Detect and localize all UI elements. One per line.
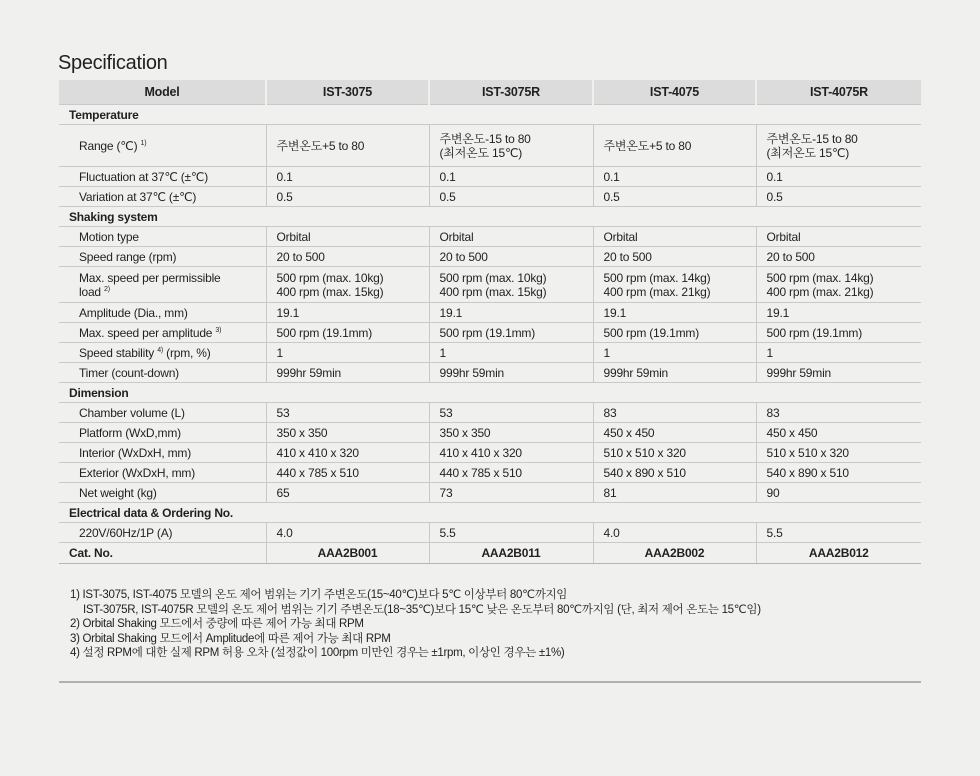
value-cell: 20 to 500 [429, 247, 593, 267]
value-cell: 주변온도-15 to 80 (최저온도 15℃) [756, 125, 921, 167]
row-label-cell [59, 523, 266, 543]
value-cell: 0.1 [756, 167, 921, 187]
value-cell: 주변온도+5 to 80 [593, 125, 756, 167]
value-cell: 19.1 [266, 303, 429, 323]
table-row [59, 227, 921, 247]
bottom-divider [59, 681, 921, 683]
value-cell: 999hr 59min [429, 363, 593, 383]
row-label-cell [59, 463, 266, 483]
value-cell: 0.5 [429, 187, 593, 207]
section-title: Electrical data & Ordering No. [59, 503, 921, 523]
header-ist-3075: IST-3075 [266, 80, 429, 105]
row-label: 220V/60Hz/1P (A) [79, 525, 173, 540]
specification-table [59, 80, 921, 564]
footnote-item: 3) Orbital Shaking 모드에서 Amplitude에 따른 제어 가능 최대 RPM [70, 632, 391, 645]
value-cell: 410 x 410 x 320 [429, 443, 593, 463]
table-row [59, 187, 921, 207]
row-label-cell [59, 187, 266, 207]
value-cell: 5.5 [429, 523, 593, 543]
table-row [59, 303, 921, 323]
row-label: Interior (WxDxH, mm) [79, 445, 191, 460]
value-cell: 65 [266, 483, 429, 503]
footnote-item: 2) Orbital Shaking 모드에서 중량에 따른 제어 가능 최대 RPM [70, 618, 364, 630]
value-cell: 19.1 [593, 303, 756, 323]
section-row [59, 207, 921, 227]
row-label-cell [59, 323, 266, 343]
value-cell: 410 x 410 x 320 [266, 443, 429, 463]
row-label: Speed range (rpm) [79, 249, 177, 264]
value-cell: 500 rpm (max. 10kg) 400 rpm (max. 15kg) [429, 267, 593, 303]
header-ist-4075: IST-4075 [593, 80, 756, 105]
value-cell: 0.5 [756, 187, 921, 207]
value-cell: Orbital [429, 227, 593, 247]
row-label: Fluctuation at 37℃ (±℃) [79, 169, 208, 184]
row-label: Timer (count-down) [79, 365, 179, 380]
row-label: Exterior (WxDxH, mm) [79, 465, 195, 480]
value-cell: 500 rpm (19.1mm) [756, 323, 921, 343]
value-cell: 20 to 500 [593, 247, 756, 267]
row-label-cell [59, 247, 266, 267]
table-row [59, 267, 921, 303]
value-cell: 53 [429, 403, 593, 423]
row-label: Net weight (kg) [79, 485, 157, 500]
footnote-marker: 2) [104, 285, 110, 293]
row-label: Amplitude (Dia., mm) [79, 305, 188, 320]
value-cell: 19.1 [429, 303, 593, 323]
value-cell: 450 x 450 [756, 423, 921, 443]
table-row [59, 403, 921, 423]
catalog-number: AAA2B012 [756, 543, 921, 564]
catalog-label: Cat. No. [59, 543, 266, 564]
catalog-number: AAA2B002 [593, 543, 756, 564]
value-cell: 440 x 785 x 510 [266, 463, 429, 483]
value-cell: 4.0 [593, 523, 756, 543]
table-row [59, 343, 921, 363]
section-row [59, 503, 921, 523]
row-label-cell [59, 363, 266, 383]
table-row [59, 363, 921, 383]
value-cell: 0.1 [429, 167, 593, 187]
value-cell: 440 x 785 x 510 [429, 463, 593, 483]
row-label-cell [59, 167, 266, 187]
value-cell: 1 [429, 343, 593, 363]
section-title: Temperature [59, 105, 921, 125]
row-label: Max. speed per amplitude [79, 325, 213, 340]
table-row [59, 463, 921, 483]
row-label-cell [59, 443, 266, 463]
row-label-cell [59, 267, 266, 303]
table-header-row [59, 80, 921, 105]
value-cell: 53 [266, 403, 429, 423]
footnote-item: 1) IST-3075, IST-4075 모델의 온도 제어 범위는 기기 주변온도(15~40℃)보다 5℃ 이상부터 80℃까지임 [70, 589, 568, 601]
table-row [59, 443, 921, 463]
value-cell: 350 x 350 [429, 423, 593, 443]
value-cell: 540 x 890 x 510 [593, 463, 756, 483]
footnote-item: 4) 설정 RPM에 대한 실제 RPM 허용 오차 (설정값이 100rpm 미만인 경우는 ±1rpm, 이상인 경우는 ±1%) [70, 647, 565, 659]
value-cell: Orbital [756, 227, 921, 247]
section-row [59, 383, 921, 403]
value-cell: 0.5 [593, 187, 756, 207]
value-cell: 주변온도-15 to 80 (최저온도 15℃) [429, 125, 593, 167]
header-ist-4075r: IST-4075R [756, 80, 921, 105]
value-cell: 510 x 510 x 320 [756, 443, 921, 463]
page-title: Specification [58, 52, 168, 74]
table-row [59, 167, 921, 187]
row-label: Range (℃) [79, 138, 138, 153]
table-row [59, 247, 921, 267]
value-cell: 5.5 [756, 523, 921, 543]
value-cell: 81 [593, 483, 756, 503]
section-title: Dimension [59, 383, 921, 403]
row-label-cell [59, 125, 266, 167]
value-cell: 83 [756, 403, 921, 423]
row-label: Max. speed per permissible load [79, 270, 221, 299]
value-cell: Orbital [593, 227, 756, 247]
footnote-marker: 1) [140, 139, 147, 147]
value-cell: 500 rpm (max. 10kg) 400 rpm (max. 15kg) [266, 267, 429, 303]
value-cell: 1 [266, 343, 429, 363]
value-cell: 0.5 [266, 187, 429, 207]
value-cell: 1 [756, 343, 921, 363]
value-cell: 주변온도+5 to 80 [266, 125, 429, 167]
value-cell: 73 [429, 483, 593, 503]
table-row [59, 125, 921, 167]
row-label-cell [59, 227, 266, 247]
row-label: Variation at 37℃ (±℃) [79, 189, 197, 204]
value-cell: 350 x 350 [266, 423, 429, 443]
row-label: Chamber volume (L) [79, 405, 185, 420]
row-label: Platform (WxD,mm) [79, 425, 181, 440]
value-cell: 90 [756, 483, 921, 503]
value-cell: 999hr 59min [266, 363, 429, 383]
value-cell: 83 [593, 403, 756, 423]
value-cell: 4.0 [266, 523, 429, 543]
table-row [59, 523, 921, 543]
table-row [59, 483, 921, 503]
value-cell: Orbital [266, 227, 429, 247]
row-label-cell [59, 483, 266, 503]
value-cell: 450 x 450 [593, 423, 756, 443]
table-row [59, 323, 921, 343]
footnote-marker: 3) [215, 326, 222, 334]
section-title: Shaking system [59, 207, 921, 227]
row-label: Speed stability [79, 345, 155, 360]
value-cell: 0.1 [593, 167, 756, 187]
row-label-suffix: (rpm, %) [163, 345, 211, 360]
header-ist-3075r: IST-3075R [429, 80, 593, 105]
header-model: Model [59, 80, 266, 105]
footnote-item: IST-3075R, IST-4075R 모델의 온도 제어 범위는 기기 주변온도(18~35℃)보다 15℃ 낮은 온도부터 80℃까지임 (단, 최저 제어 온도는 15℃임) [83, 603, 761, 616]
value-cell: 540 x 890 x 510 [756, 463, 921, 483]
value-cell: 20 to 500 [756, 247, 921, 267]
value-cell: 500 rpm (max. 14kg) 400 rpm (max. 21kg) [756, 267, 921, 303]
value-cell: 510 x 510 x 320 [593, 443, 756, 463]
value-cell: 0.1 [266, 167, 429, 187]
value-cell: 1 [593, 343, 756, 363]
value-cell: 500 rpm (max. 14kg) 400 rpm (max. 21kg) [593, 267, 756, 303]
section-row [59, 105, 921, 125]
value-cell: 999hr 59min [756, 363, 921, 383]
row-label-cell [59, 303, 266, 323]
value-cell: 500 rpm (19.1mm) [429, 323, 593, 343]
table-row [59, 423, 921, 443]
row-label-cell [59, 423, 266, 443]
row-label-cell [59, 343, 266, 363]
catalog-number: AAA2B011 [429, 543, 593, 564]
catalog-number: AAA2B001 [266, 543, 429, 564]
footnote-marker: 4) [157, 346, 164, 354]
value-cell: 20 to 500 [266, 247, 429, 267]
value-cell: 500 rpm (19.1mm) [593, 323, 756, 343]
row-label-cell [59, 403, 266, 423]
value-cell: 999hr 59min [593, 363, 756, 383]
row-label: Motion type [79, 229, 139, 244]
catalog-row [59, 543, 921, 564]
value-cell: 500 rpm (19.1mm) [266, 323, 429, 343]
value-cell: 19.1 [756, 303, 921, 323]
footnotes [70, 588, 761, 661]
